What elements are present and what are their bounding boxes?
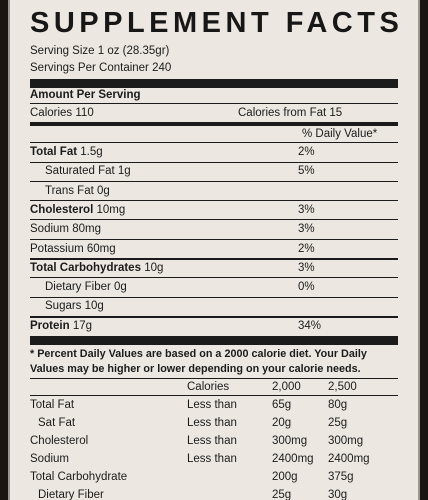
nutrient-name: Cholesterol xyxy=(30,203,94,216)
daily-value-header: % Daily Value* xyxy=(302,128,378,140)
daily-value-footnote: * Percent Daily Values are based on a 2000 calorie diet. Your Daily Values may be higher or lower depending on your calorie needs. xyxy=(30,348,367,375)
nutrient-amount: 1.5g xyxy=(80,146,103,158)
ref-header-2500: 2,500 xyxy=(328,381,357,393)
nutrient-daily-value: 3% xyxy=(298,261,315,274)
nutrient-amount: 1g xyxy=(117,165,131,178)
amount-per-serving: Amount Per Serving xyxy=(30,89,141,101)
ref-value-2500: 25g xyxy=(328,417,348,429)
nutrient-name: Sugars xyxy=(45,300,82,313)
supplement-facts-label xyxy=(8,0,420,500)
divider xyxy=(30,395,398,396)
divider xyxy=(30,297,398,298)
nutrient-name: Potassium xyxy=(30,242,84,255)
ref-value-2500: 300mg xyxy=(328,435,364,447)
nutrient-label xyxy=(45,185,110,197)
ref-value-2500: 2400mg xyxy=(328,453,370,465)
nutrient-daily-value: 34% xyxy=(298,319,322,332)
nutrient-label xyxy=(30,223,101,235)
ref-value-2000: 200g xyxy=(272,471,298,483)
ref-header-2000: 2,000 xyxy=(272,381,301,393)
ref-label: Sodium xyxy=(30,453,69,465)
nutrient-daily-value: 3% xyxy=(298,223,315,236)
ref-value-2000: 20g xyxy=(272,417,292,429)
nutrient-daily-value: 2% xyxy=(298,242,315,255)
nutrient-name: Total Fat xyxy=(30,146,78,158)
divider xyxy=(30,316,398,318)
divider xyxy=(30,200,398,201)
nutrient-name: Dietary Fiber xyxy=(45,281,111,294)
thick-divider xyxy=(30,336,398,345)
ref-value-2000: 25g xyxy=(272,489,292,500)
nutrient-label xyxy=(30,146,103,158)
ref-limit: Less than xyxy=(187,453,237,465)
calories-from-fat: Calories from Fat 15 xyxy=(238,107,343,119)
divider xyxy=(30,142,398,143)
divider xyxy=(30,162,398,163)
nutrient-daily-value: 2% xyxy=(298,146,315,158)
nutrient-name: Saturated Fat xyxy=(45,165,115,178)
serving-size: Serving Size 1 oz (28.35gr) xyxy=(30,45,170,57)
divider xyxy=(30,258,398,260)
nutrient-name: Total Carbohydrates xyxy=(30,261,141,274)
nutrient-amount: 10mg xyxy=(96,203,126,216)
nutrient-name: Sodium xyxy=(30,223,69,236)
divider xyxy=(30,239,398,240)
nutrient-amount: 60mg xyxy=(86,242,116,255)
nutrient-amount: 10g xyxy=(144,261,164,274)
nutrient-name: Trans Fat xyxy=(45,184,94,197)
divider xyxy=(30,181,398,182)
nutrient-name: Protein xyxy=(30,319,70,332)
nutrient-amount: 10g xyxy=(84,300,104,313)
ref-label: Dietary Fiber xyxy=(38,489,104,500)
nutrient-label xyxy=(45,281,127,293)
ref-label: Total Fat xyxy=(30,399,75,411)
nutrient-label xyxy=(45,300,104,312)
divider xyxy=(30,277,398,278)
nutrient-daily-value: 0% xyxy=(298,281,315,294)
ref-value-2500: 375g xyxy=(328,471,354,483)
nutrient-amount: 80mg xyxy=(72,223,101,236)
divider xyxy=(30,378,398,379)
nutrient-label xyxy=(45,165,131,177)
ref-label: Total Carbohydrate xyxy=(30,471,128,483)
nutrient-amount: 17g xyxy=(72,319,93,332)
divider xyxy=(30,219,398,220)
ref-label: Cholesterol xyxy=(30,435,89,447)
nutrient-daily-value: 5% xyxy=(298,165,315,178)
nutrient-amount: 0g xyxy=(114,281,127,294)
divider xyxy=(30,103,398,104)
ref-limit: Less than xyxy=(187,435,237,447)
nutrient-label xyxy=(30,204,125,216)
label-edge-left xyxy=(8,0,10,500)
nutrient-label xyxy=(30,243,116,255)
medium-divider xyxy=(30,122,398,126)
nutrient-label xyxy=(30,262,163,274)
ref-header-calories: Calories xyxy=(187,381,230,393)
ref-label: Sat Fat xyxy=(38,417,76,429)
ref-limit: Less than xyxy=(187,399,237,411)
ref-value-2500: 80g xyxy=(328,399,348,411)
servings-per-container: Servings Per Container 240 xyxy=(30,62,172,74)
nutrient-label xyxy=(30,320,92,332)
ref-value-2500: 30g xyxy=(328,489,348,500)
ref-value-2000: 2400mg xyxy=(272,453,314,465)
calories: Calories 110 xyxy=(30,107,94,119)
ref-value-2000: 300mg xyxy=(272,435,308,447)
label-edge-right xyxy=(418,0,420,500)
nutrient-amount: 0g xyxy=(96,184,110,197)
ref-value-2000: 65g xyxy=(272,399,292,411)
thick-divider xyxy=(30,79,398,88)
label-title: SUPPLEMENT FACTS xyxy=(30,7,404,39)
ref-limit: Less than xyxy=(187,417,237,429)
nutrient-daily-value: 3% xyxy=(298,203,315,216)
